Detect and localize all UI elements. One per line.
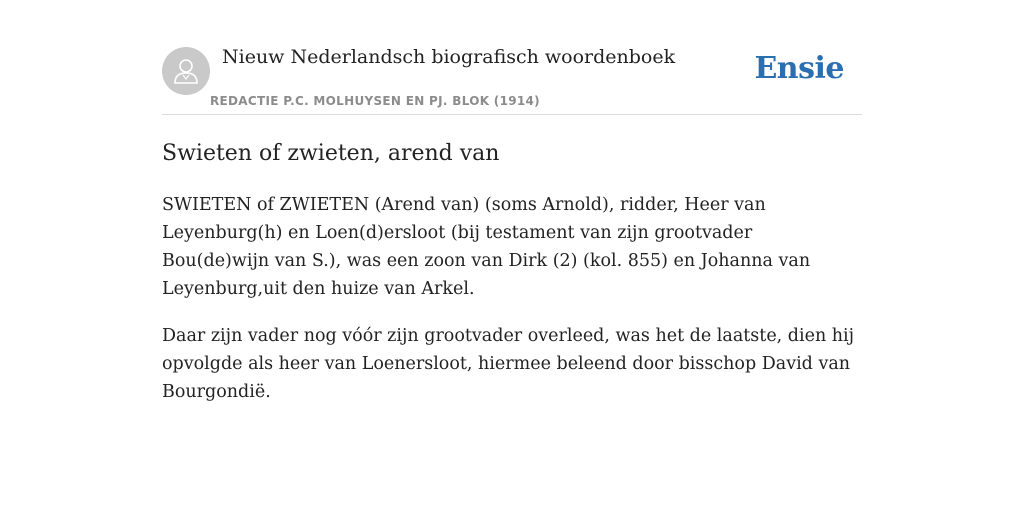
avatar[interactable] (162, 47, 210, 95)
book-title[interactable]: Nieuw Nederlandsch biografisch woordenboek (222, 46, 676, 68)
entry-title: Swieten of zwieten, arend van (162, 141, 500, 166)
ensie-logo[interactable]: Ensie (754, 51, 844, 86)
author-line: REDACTIE P.C. MOLHUYSEN EN PJ. BLOK (1914) (210, 94, 540, 108)
entry-paragraph-2: Daar zijn vader nog vóór zijn grootvader overleed, was het de laatste, dien hij opvolgde als heer van Loenersloot, hiermee beleend door bisschop David van Bourgondië. (162, 326, 855, 402)
entry-paragraph-1: SWIETEN of ZWIETEN (Arend van) (soms Arnold), ridder, Heer van Leyenburg(h) en Loen(d)ersloot (bij testament van zijn grootvader Bou(de)wijn van S.), was een zoon van Dirk (2) (kol. 855) en Johanna van Leyenburg,uit den huize van Arkel. (162, 195, 811, 299)
user-icon (171, 56, 201, 86)
page-header (162, 0, 862, 115)
page-container (162, 0, 862, 406)
